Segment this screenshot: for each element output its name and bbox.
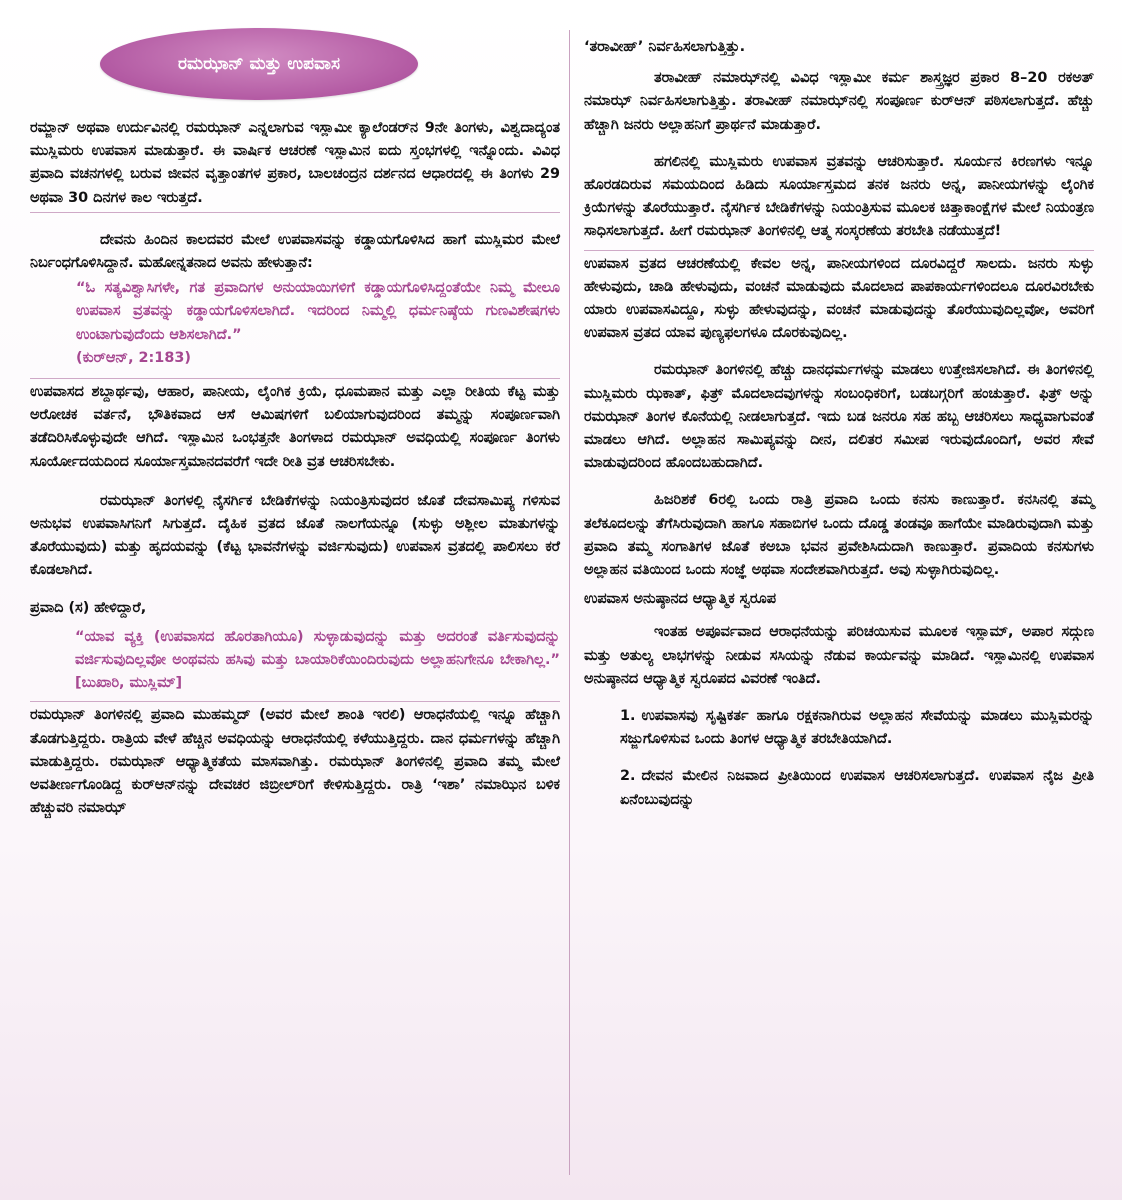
column-divider: [569, 30, 570, 1175]
paragraph: ಉಪವಾಸ ವ್ರತದ ಆಚರಣೆಯಲ್ಲಿ ಕೇವಲ ಅನ್ನ, ಪಾನೀಯಗಳಿಂದ ದೂರವಿದ್ದರೆ ಸಾಲದು. ಜನರು ಸುಳ್ಳು ಹೇಳುವುದು, ಚಾಡಿ ಹೇಳುವುದು, ವಂಚನೆ ಮಾಡುವುದು ಮೊದಲಾದ ಪಾಪಕಾರ್ಯಗಳಿಂದಲೂ ದೂರವಿರಬೇಕು ಯಾರು ಉಪವಾಸವಿದ್ದೂ, ಸುಳ್ಳು ಹೇಳುವುದನ್ನು, ವಂಚನೆ ಮಾಡುವುದನ್ನು ತೊರೆಯುವುದಿಲ್ಲವೋ, ಅವರಿಗೆ ಉಪವಾಸ ವ್ರತದ ಯಾವ ಪುಣ್ಯಫಲಗಳೂ ದೊರಕುವುದಿಲ್ಲ.: [584, 250, 1094, 346]
section-heading: ಉಪವಾಸ ಅನುಷ್ಠಾನದ ಆಧ್ಯಾತ್ಮಿಕ ಸ್ವರೂಪ: [584, 591, 776, 608]
paragraph: ಹಗಲಿನಲ್ಲಿ ಮುಸ್ಲಿಮರು ಉಪವಾಸ ವ್ರತವನ್ನು ಆಚರಿಸುತ್ತಾರೆ. ಸೂರ್ಯನ ಕಿರಣಗಳು ಇನ್ನೂ ಹೊರಡದಿರುವ ಸಮಯದಿಂದ ಹಿಡಿದು ಸೂರ್ಯಾಸ್ತಮದ ತನಕ ಜನರು ಅನ್ನ, ಪಾನೀಯಗಳನ್ನು ಲೈಂಗಿಕ ಕ್ರಿಯೆಗಳನ್ನು ತೊರೆಯುತ್ತಾರೆ. ನೈಸರ್ಗಿಕ ಬೇಡಿಕೆಗಳನ್ನು ನಿಯಂತ್ರಿಸುವ ಮೂಲಕ ಚಿತ್ತಾಕಾಂಕ್ಷೆಗಳ ಮೇಲೆ ನಿಯಂತ್ರಣ ಸಾಧಿಸಲಾಗುತ್ತದೆ. ಹೀಗೆ ರಮಝಾನ್ ತಿಂಗಳಿನಲ್ಲಿ ಆತ್ಮ ಸಂಸ್ಕರಣೆಯ ತರಬೇತಿ ನಡೆಯುತ್ತದೆ!: [584, 153, 1094, 240]
paragraph: ತರಾವೀಹ್ ನಮಾಝ್‌ನಲ್ಲಿ ವಿವಿಧ ಇಸ್ಲಾಮೀ ಕರ್ಮ ಶಾಸ್ತ್ರಜ್ಞರ ಪ್ರಕಾರ 8–20 ರಕಅತ್ ನಮಾಝ್ ನಿರ್ವಹಿಸಲಾಗುತ್ತಿತ್ತು. ತರಾವೀಹ್ ನಮಾಝ್‌ನಲ್ಲಿ ಸಂಪೂರ್ಣ ಕುರ್‌ಆನ್ ಪಠಿಸಲಾಗುತ್ತದೆ. ಹೆಚ್ಚು ಹೆಚ್ಚಾಗಿ ಜನರು ಅಲ್ಲಾಹನಿಗೆ ಪ್ರಾರ್ಥನೆ ಮಾಡುತ್ತಾರೆ.: [584, 70, 1094, 133]
quote-reference: (ಕುರ್‌ಆನ್, 2:183): [76, 349, 191, 366]
list-item: [584, 765, 1094, 811]
intro-paragraph: ರಮ್ಜಾನ್ ಅಥವಾ ಉರ್ದುವಿನಲ್ಲಿ ರಮಝಾನ್ ಎನ್ನಲಾಗುವ ಇಸ್ಲಾಮೀ ಕ್ಯಾಲೆಂಡರ್‌ನ 9ನೇ ತಿಂಗಳು, ವಿಶ್ವದಾದ್ಯಂತ ಮುಸ್ಲಿಮರು ಉಪವಾಸ ಮಾಡುತ್ತಾರೆ. ಈ ವಾರ್ಷಿಕ ಆಚರಣೆ ಇಸ್ಲಾಮಿನ ಐದು ಸ್ತಂಭಗಳಲ್ಲಿ ಇನ್ನೊಂದು. ವಿವಿಧ ಪ್ರವಾದಿ ವಚನಗಳಲ್ಲಿ ಬರುವ ಜೀವನ ವೃತ್ತಾಂತಗಳ ಪ್ರಕಾರ, ಬಾಲಚಂದ್ರನ ದರ್ಶನದ ಆಧಾರದಲ್ಲಿ ಈ ತಿಂಗಳು 29 ಅಥವಾ 30 ದಿನಗಳ ಕಾಲ ಇರುತ್ತದೆ.: [30, 117, 560, 213]
list-text: ಉಪವಾಸವು ಸೃಷ್ಟಿಕರ್ತ ಹಾಗೂ ರಕ್ಷಕನಾಗಿರುವ ಅಲ್ಲಾಹನ ಸೇವೆಯನ್ನು ಮಾಡಲು ಮುಸ್ಲಿಮರನ್ನು ಸಜ್ಜುಗೊಳಿಸುವ ಒಂದು ತಿಂಗಳ ಆಧ್ಯಾತ್ಮಿಕ ತರಬೇತಿಯಾಗಿದೆ.: [620, 708, 1094, 748]
quote-text: “ಓ ಸತ್ಯವಿಶ್ವಾಸಿಗಳೇ, ಗತ ಪ್ರವಾದಿಗಳ ಅನುಯಾಯಿಗಳಿಗೆ ಕಡ್ಡಾಯಗೊಳಿಸಿದ್ದಂತೆಯೇ ನಿಮ್ಮ ಮೇಲೂ ಉಪವಾಸ ವ್ರತವನ್ನು ಕಡ್ಡಾಯಗೊಳಿಸಲಾಗಿದೆ. ಇದರಿಂದ ನಿಮ್ಮಲ್ಲಿ ಧರ್ಮನಿಷ್ಠೆಯ ಗುಣವಿಶೇಷಗಳು ಉಂಟಾಗುವುದೆಂದು ಆಶಿಸಲಾಗಿದೆ.”: [76, 280, 560, 343]
paragraph: ‘ತರಾವೀಹ್’ ನಿರ್ವಹಿಸಲಾಗುತ್ತಿತ್ತು.: [584, 39, 746, 55]
list-text: ದೇವನ ಮೇಲಿನ ನಿಜವಾದ ಪ್ರೀತಿಯಿಂದ ಉಪವಾಸ ಆಚರಿಸಲಾಗುತ್ತದೆ. ಉಪವಾಸ ನೈಜ ಪ್ರೀತಿ ಏನೆಂಬುವುದನ್ನು: [620, 768, 1094, 808]
quran-quote: [30, 277, 560, 370]
paragraph: ದೇವನು ಹಿಂದಿನ ಕಾಲದವರ ಮೇಲೆ ಉಪವಾಸವನ್ನು ಕಡ್ಡಾಯಗೊಳಿಸಿದ ಹಾಗೆ ಮುಸ್ಲಿಮರ ಮೇಲೆ ನಿರ್ಬಂಧಗೊಳಿಸಿದ್ದಾನೆ. ಮಹೋನ್ನತನಾದ ಅವನು ಹೇಳುತ್ತಾನೆ:: [30, 231, 560, 272]
quote-text: “ಯಾವ ವ್ಯಕ್ತಿ (ಉಪವಾಸದ ಹೊರತಾಗಿಯೂ) ಸುಳ್ಳಾಡುವುದನ್ನು ಮತ್ತು ಅದರಂತೆ ವರ್ತಿಸುವುದನ್ನು ವರ್ಜಿಸುವುದಿಲ್ಲವೋ ಅಂಥವನು ಹಸಿವು ಮತ್ತು ಬಾಯಾರಿಕೆಯಿಂದಿರುವುದು ಅಲ್ಲಾಹನಿಗೇನೂ ಬೇಕಾಗಿಲ್ಲ.”: [75, 628, 560, 669]
paragraph: ರಮಝಾನ್ ತಿಂಗಳಿನಲ್ಲಿ ಪ್ರವಾದಿ ಮುಹಮ್ಮದ್ (ಅವರ ಮೇಲೆ ಶಾಂತಿ ಇರಲಿ) ಆರಾಧನೆಯಲ್ಲಿ ಇನ್ನೂ ಹೆಚ್ಚಾಗಿ ತೊಡಗುತ್ತಿದ್ದರು. ರಾತ್ರಿಯ ವೇಳೆ ಹೆಚ್ಚಿನ ಅವಧಿಯನ್ನು ಆರಾಧನೆಯಲ್ಲಿ ಕಳೆಯುತ್ತಿದ್ದರು. ದಾನ ಧರ್ಮಗಳನ್ನು ಹೆಚ್ಚಾಗಿ ಮಾಡುತ್ತಿದ್ದರು. ರಮಝಾನ್ ಆಧ್ಯಾತ್ಮಿಕತೆಯ ಮಾಸವಾಗಿತ್ತು. ರಮಝಾನ್ ತಿಂಗಳಿನಲ್ಲಿ ಪ್ರವಾದಿ ತಮ್ಮ ಮೇಲೆ ಅವತೀರ್ಣಗೊಂಡಿದ್ದ ಕುರ್‌ಆನ್‌ನನ್ನು ದೇವಚರ ಜಿಬ್ರೀಲ್‌ರಿಗೆ ಕೇಳಿಸುತ್ತಿದ್ದರು. ರಾತ್ರಿ ‘ಇಶಾ’ ನಮಾಝಿನ ಬಳಿಕ ಹೆಚ್ಚುವರಿ ನಮಾಝ್: [30, 701, 560, 820]
paragraph: ರಮಝಾನ್ ತಿಂಗಳಲ್ಲಿ ನೈಸರ್ಗಿಕ ಬೇಡಿಕೆಗಳನ್ನು ನಿಯಂತ್ರಿಸುವುದರ ಜೊತೆ ದೇವಸಾಮಿಪ್ಯ ಗಳಿಸುವ ಅನುಭವ ಉಪವಾಸಿಗನಿಗೆ ಸಿಗುತ್ತದೆ. ದೈಹಿಕ ವ್ರತದ ಜೊತೆ ನಾಲಗೆಯನ್ನೂ (ಸುಳ್ಳು ಅಶ್ಲೀಲ ಮಾತುಗಳನ್ನು ತೊರೆಯುವುದು) ಮತ್ತು ಹೃದಯವನ್ನು (ಕೆಟ್ಟ ಭಾವನೆಗಳನ್ನು ವರ್ಜಿಸುವುದು) ಉಪವಾಸ ವ್ರತದಲ್ಲಿ ಪಾಲಿಸಲು ಕರೆ ಕೊಡಲಾಗಿದೆ.: [30, 492, 560, 579]
hadith-quote: [30, 626, 560, 696]
paragraph: ಹಿಜರಿಶಕೆ 6ರಲ್ಲಿ ಒಂದು ರಾತ್ರಿ ಪ್ರವಾದಿ ಒಂದು ಕನಸು ಕಾಣುತ್ತಾರೆ. ಕನಸಿನಲ್ಲಿ ತಮ್ಮ ತಲೆಕೂದಲನ್ನು ತೆಗೆಸಿರುವುದಾಗಿ ಹಾಗೂ ಸಹಾಬಿಗಳ ಒಂದು ದೊಡ್ಡ ತಂಡವೂ ಹಾಗೆಯೇ ಮಾಡಿರುವುದಾಗಿ ಮತ್ತು ಪ್ರವಾದಿ ತಮ್ಮ ಸಂಗಾತಿಗಳ ಜೊತೆ ಕಅಬಾ ಭವನ ಪ್ರವೇಶಿಸಿದುದಾಗಿ ಕಾಣುತ್ತಾರೆ. ಪ್ರವಾದಿಯ ಕನಸುಗಳು ಅಲ್ಲಾಹನ ವತಿಯಿಂದ ಒಂದು ಸಂಜ್ಞೆ ಅಥವಾ ಸಂದೇಶವಾಗಿರುತ್ತದೆ. ಅವು ಸುಳ್ಳಾಗಿರುವುದಿಲ್ಲ.: [584, 492, 1094, 579]
paragraph: ಉಪವಾಸದ ಶಬ್ದಾರ್ಥವು, ಆಹಾರ, ಪಾನೀಯ, ಲೈಂಗಿಕ ಕ್ರಿಯೆ, ಧೂಮಪಾನ ಮತ್ತು ಎಲ್ಲಾ ರೀತಿಯ ಕೆಟ್ಟ ಮತ್ತು ಅರೋಚಕ ವರ್ತನೆ, ಭೌತಿಕವಾದ ಆಸೆ ಆಮಿಷಗಳಿಗೆ ಬಲಿಯಾಗುವುದರಿಂದ ತಮ್ಮನ್ನು ಸಂಪೂರ್ಣವಾಗಿ ತಡೆದಿರಿಸಿಕೊಳ್ಳುವುದೇ ಆಗಿದೆ. ಇಸ್ಲಾಮಿನ ಒಂಭತ್ತನೇ ತಿಂಗಳಾದ ರಮಝಾನ್ ಅವಧಿಯಲ್ಲಿ ಸಂಪೂರ್ಣ ತಿಂಗಳು ಸೂರ್ಯೋದಯದಿಂದ ಸೂರ್ಯಾಸ್ತಮಾನದವರೆಗೆ ಇದೇ ರೀತಿ ವ್ರತ ಆಚರಿಸಬೇಕು.: [30, 378, 560, 474]
paragraph: ಇಂತಹ ಅಪೂರ್ವವಾದ ಆರಾಧನೆಯನ್ನು ಪರಿಚಯಿಸುವ ಮೂಲಕ ಇಸ್ಲಾಮ್, ಅಪಾರ ಸದ್ಗುಣ ಮತ್ತು ಅತುಲ್ಯ ಲಾಭಗಳನ್ನು ನೀಡುವ ಸಸಿಯನ್ನು ನೆಡುವ ಕಾರ್ಯವನ್ನು ಮಾಡಿದೆ. ಇಸ್ಲಾಮಿನಲ್ಲಿ ಉಪವಾಸ ಅನುಷ್ಠಾನದ ಆಧ್ಯಾತ್ಮಿಕ ಸ್ವರೂಪದ ವಿವರಣೆ ಇಂತಿದೆ.: [584, 624, 1094, 687]
list-number: 1.: [620, 708, 636, 725]
list-number: 2.: [620, 768, 636, 785]
article-title: ರಮಝಾನ್ ಮತ್ತು ಉಪವಾಸ: [100, 28, 418, 100]
list-item: [584, 705, 1094, 751]
paragraph: ರಮಝಾನ್ ತಿಂಗಳಿನಲ್ಲಿ ಹೆಚ್ಚು ದಾನಧರ್ಮಗಳನ್ನು ಮಾಡಲು ಉತ್ತೇಜಿಸಲಾಗಿದೆ. ಈ ತಿಂಗಳಿನಲ್ಲಿ ಮುಸ್ಲಿಮರು ಝಕಾತ್, ಫಿತ್ರ್ ಮೊದಲಾದವುಗಳನ್ನು ಸಂಬಂಧಿಕರಿಗೆ, ಬಡಬಗ್ಗರಿಗೆ ಹಂಚುತ್ತಾರೆ. ಫಿತ್ರ್ ಅನ್ನು ರಮಝಾನ್ ತಿಂಗಳ ಕೊನೆಯಲ್ಲಿ ನೀಡಲಾಗುತ್ತದೆ. ಇದು ಬಡ ಜನರೂ ಸಹ ಹಬ್ಬ ಆಚರಿಸಲು ಸಾಧ್ಯವಾಗುವಂತೆ ಮಾಡಲು ಆಗಿದೆ. ಅಲ್ಲಾಹನ ಸಾಮಿಪ್ಯವನ್ನು ದೀನ, ದಲಿತರ ಸಮೀಪ ಇರುವುದೊಂದಿಗೆ, ಅವರ ಸೇವೆ ಮಾಡುವುದರಿಂದ ಹೊಂದಬಹುದಾಗಿದೆ.: [584, 362, 1094, 472]
quote-reference: [ಬುಖಾರಿ, ಮುಸ್ಲಿಮ್]: [75, 675, 183, 692]
paragraph: ಪ್ರವಾದಿ (ಸ) ಹೇಳಿದ್ದಾರೆ,: [30, 599, 147, 616]
